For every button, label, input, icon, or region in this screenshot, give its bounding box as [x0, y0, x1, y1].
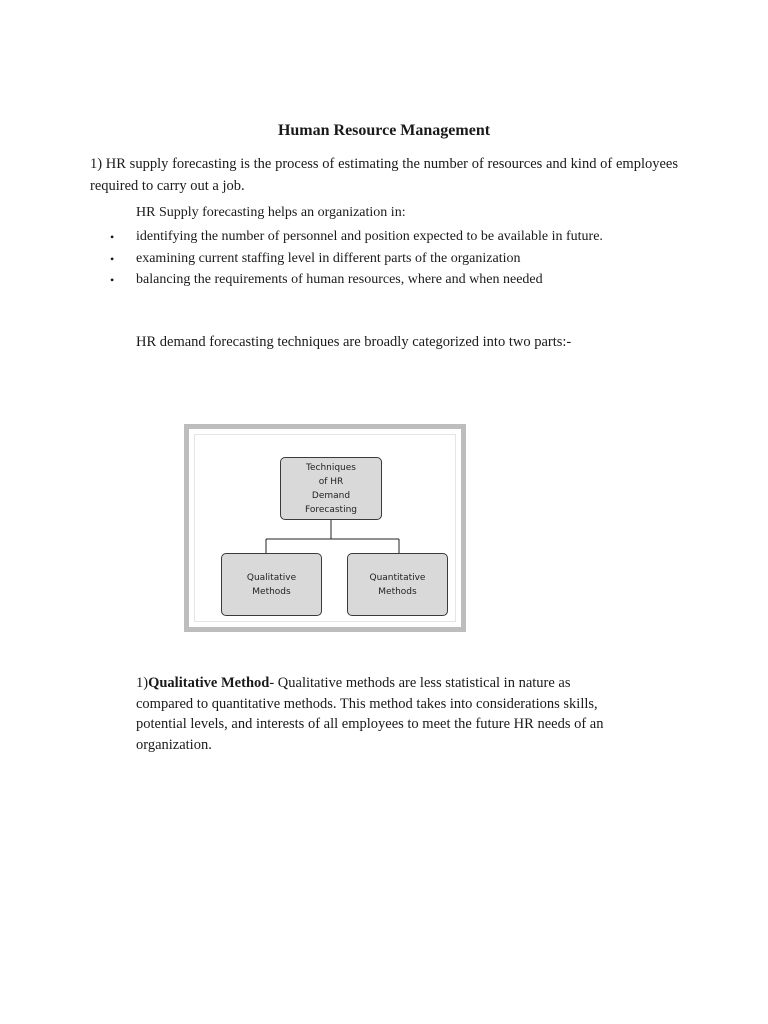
qualitative-text: - Qualitative methods are less statistical in nature as compared to quantitative methods. This method takes into considerations skills, potential levels, and interests of all employees to meet the future HR needs of an organization. [136, 675, 604, 753]
qualitative-number: 1) [136, 675, 149, 691]
qualitative-term: Qualitative Method [148, 675, 270, 691]
list-item [110, 270, 615, 291]
helps-heading: HR Supply forecasting helps an organization in: [136, 205, 406, 220]
demand-paragraph: HR demand forecasting techniques are broadly categorized into two parts:- [136, 334, 572, 350]
list-item [110, 227, 615, 248]
diagram-qualitative-node: Qualitative Methods [221, 553, 322, 616]
list-item-text: identifying the number of personnel and position expected to be available in future. [136, 229, 603, 244]
intro-paragraph: 1) HR supply forecasting is the process of estimating the number of resources and kind of employees required to carry out a job. [90, 156, 678, 194]
bullet-icon: • [110, 230, 115, 244]
qualitative-paragraph [136, 673, 609, 755]
forecasting-diagram [184, 424, 466, 632]
diagram-quantitative-node: Quantitative Methods [347, 553, 448, 616]
bullet-icon: • [110, 273, 115, 287]
page-title: Human Resource Management [277, 122, 491, 139]
list-item-text: examining current staffing level in different parts of the organization [136, 250, 521, 266]
list-item [110, 249, 615, 270]
bullet-list [110, 227, 615, 292]
list-item-text: balancing the requirements of human resources, where and when needed [136, 272, 543, 287]
diagram-root-node: Techniques of HR Demand Forecasting [280, 457, 382, 520]
bullet-icon: • [110, 251, 115, 266]
